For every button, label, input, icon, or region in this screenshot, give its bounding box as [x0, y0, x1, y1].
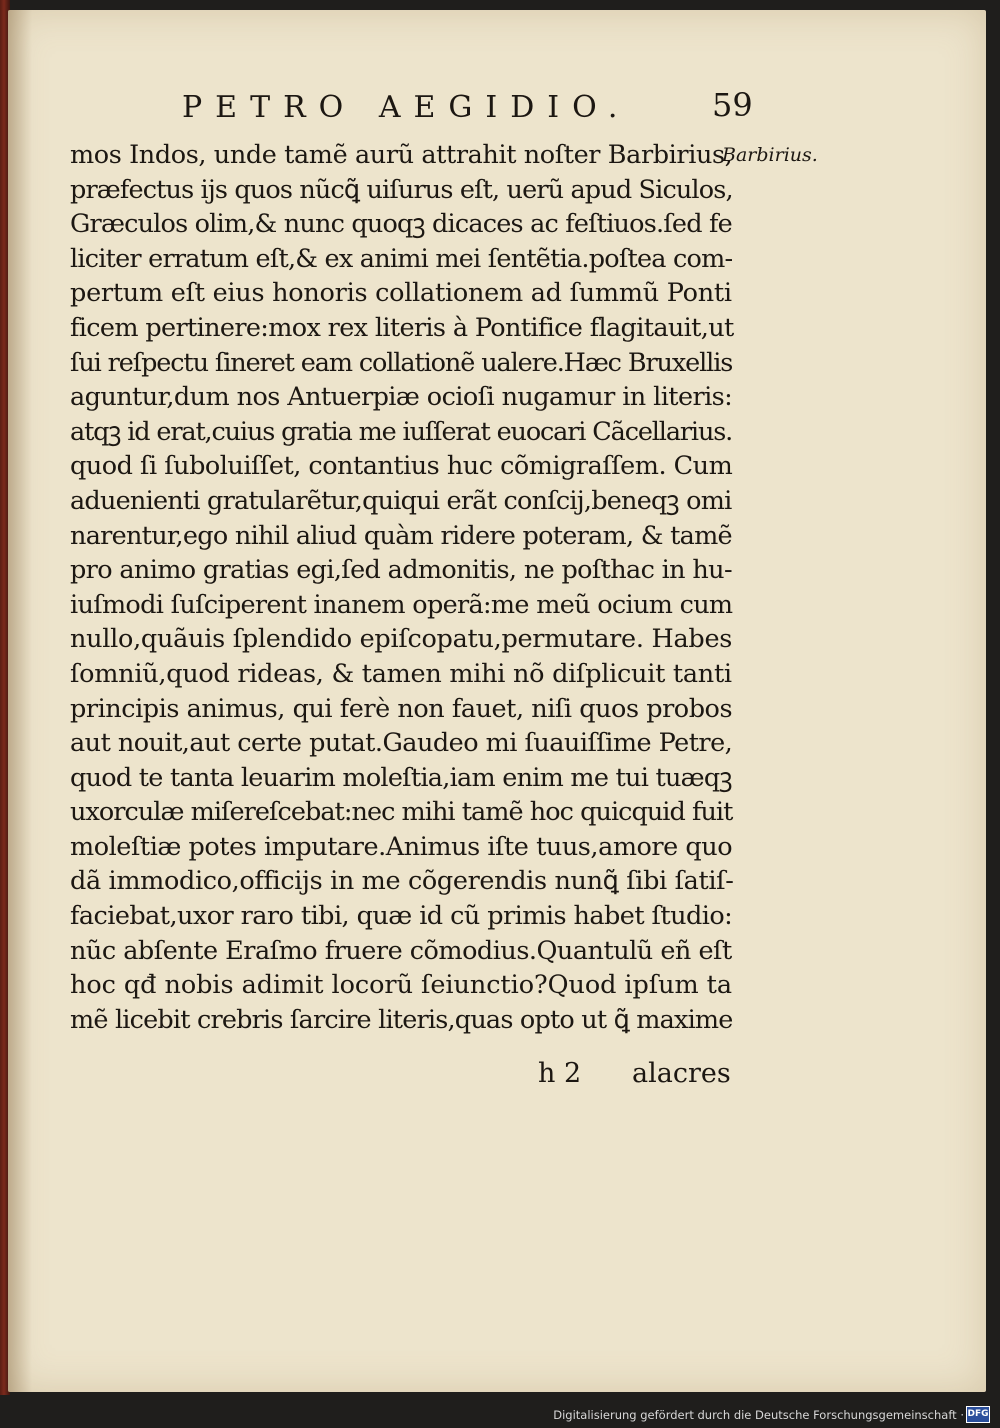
margin-note: Barbirius. — [722, 144, 818, 166]
text-line: hoc qđ nobis adimit locorũ ſeiunctio?Quod ipſum ta — [70, 970, 733, 1001]
text-line: atqꝫ id erat,cuius gratia me iuſſerat euocari Cãcellarius. — [70, 416, 733, 447]
text-line: nullo,quãuis ſplendido epiſcopatu,permutare. Habes — [70, 624, 733, 655]
text-line: pertum eſt eius honoris collationem ad ſummũ Ponti — [70, 278, 732, 309]
folio-number: 59 — [712, 86, 753, 124]
text-line: pro animo gratias egi,ſed admonitis, ne poſthac in hu- — [70, 555, 732, 586]
text-line: faciebat,uxor raro tibi, quæ id cũ primis habet ſtudio: — [70, 901, 733, 932]
text-line: aut nouit,aut certe putat.Gaudeo mi ſuauiſſime Petre, — [70, 728, 733, 759]
text-line: ſui reſpectu ſineret eam collationẽ ualere.Hæc Bruxellis — [70, 347, 733, 378]
text-line: uxorculæ miſereſcebat:nec mihi tamẽ hoc quicquid fuit — [70, 797, 733, 828]
text-line: narentur,ego nihil aliud quàm ridere poteram, & tamẽ — [70, 520, 732, 551]
text-line: aguntur,dum nos Antuerpiæ ocioſi nugamur in literis: — [70, 382, 733, 413]
text-line: iuſmodi ſuſciperent inanem operã:me meũ ocium cum — [70, 589, 733, 620]
text-line: aduenienti gratularẽtur,quiqui erãt conſcij,beneqꝫ omi — [70, 485, 732, 516]
page-gutter-shadow — [8, 10, 32, 1392]
text-line: moleſtiæ potes imputare.Animus iſte tuus,amore quo — [70, 831, 733, 862]
text-line: ficem pertinere:mox rex literis à Pontifice flagitauit,ut — [70, 312, 734, 343]
text-line: quod te tanta leuarim moleſtia,iam enim me tui tuæqꝫ — [70, 762, 732, 793]
text-line: præfectus ijs quos nũcꝗ̃ uiſurus eſt, uerũ apud Siculos, — [70, 174, 733, 205]
text-line: mẽ licebit crebris ſarcire literis,quas opto ut ꝗ̃ maxime — [70, 1004, 733, 1035]
text-line: ſomniũ,quod rideas, & tamen mihi nõ diſplicuit tanti — [70, 658, 732, 689]
text-line: principis animus, qui ferè non fauet, niſi quos probos — [70, 693, 733, 724]
text-line: mos Indos, unde tamẽ aurũ attrahit noſter Barbirius, — [70, 140, 733, 170]
text-line: quod ſi ſuboluiſſet, contantius huc cõmigraſſem. Cum — [70, 451, 733, 482]
text-line: liciter erratum eſt,& ex animi mei ſentẽtia.poſtea com- — [70, 243, 733, 274]
text-line: nũc abſente Eraſmo fruere cõmodius.Quantulũ eñ eſt — [70, 935, 732, 966]
text-line: dã immodico,officijs in me cõgerendis nunꝗ̃ ſibi ſatiſ- — [70, 866, 734, 897]
text-line: Græculos olim,& nunc quoqꝫ dicaces ac feſtiuos.ſed fe — [70, 209, 732, 240]
catchword: alacres — [632, 1058, 731, 1089]
signature-mark: h 2 — [538, 1058, 582, 1089]
running-head: PETRO AEGIDIO. — [182, 90, 631, 125]
text-block — [70, 138, 734, 1037]
footer-credit: Digitalisierung gefördert durch die Deutsche Forschungsgemeinschaft · — [553, 1408, 964, 1422]
dfg-logo: DFG — [966, 1406, 990, 1423]
